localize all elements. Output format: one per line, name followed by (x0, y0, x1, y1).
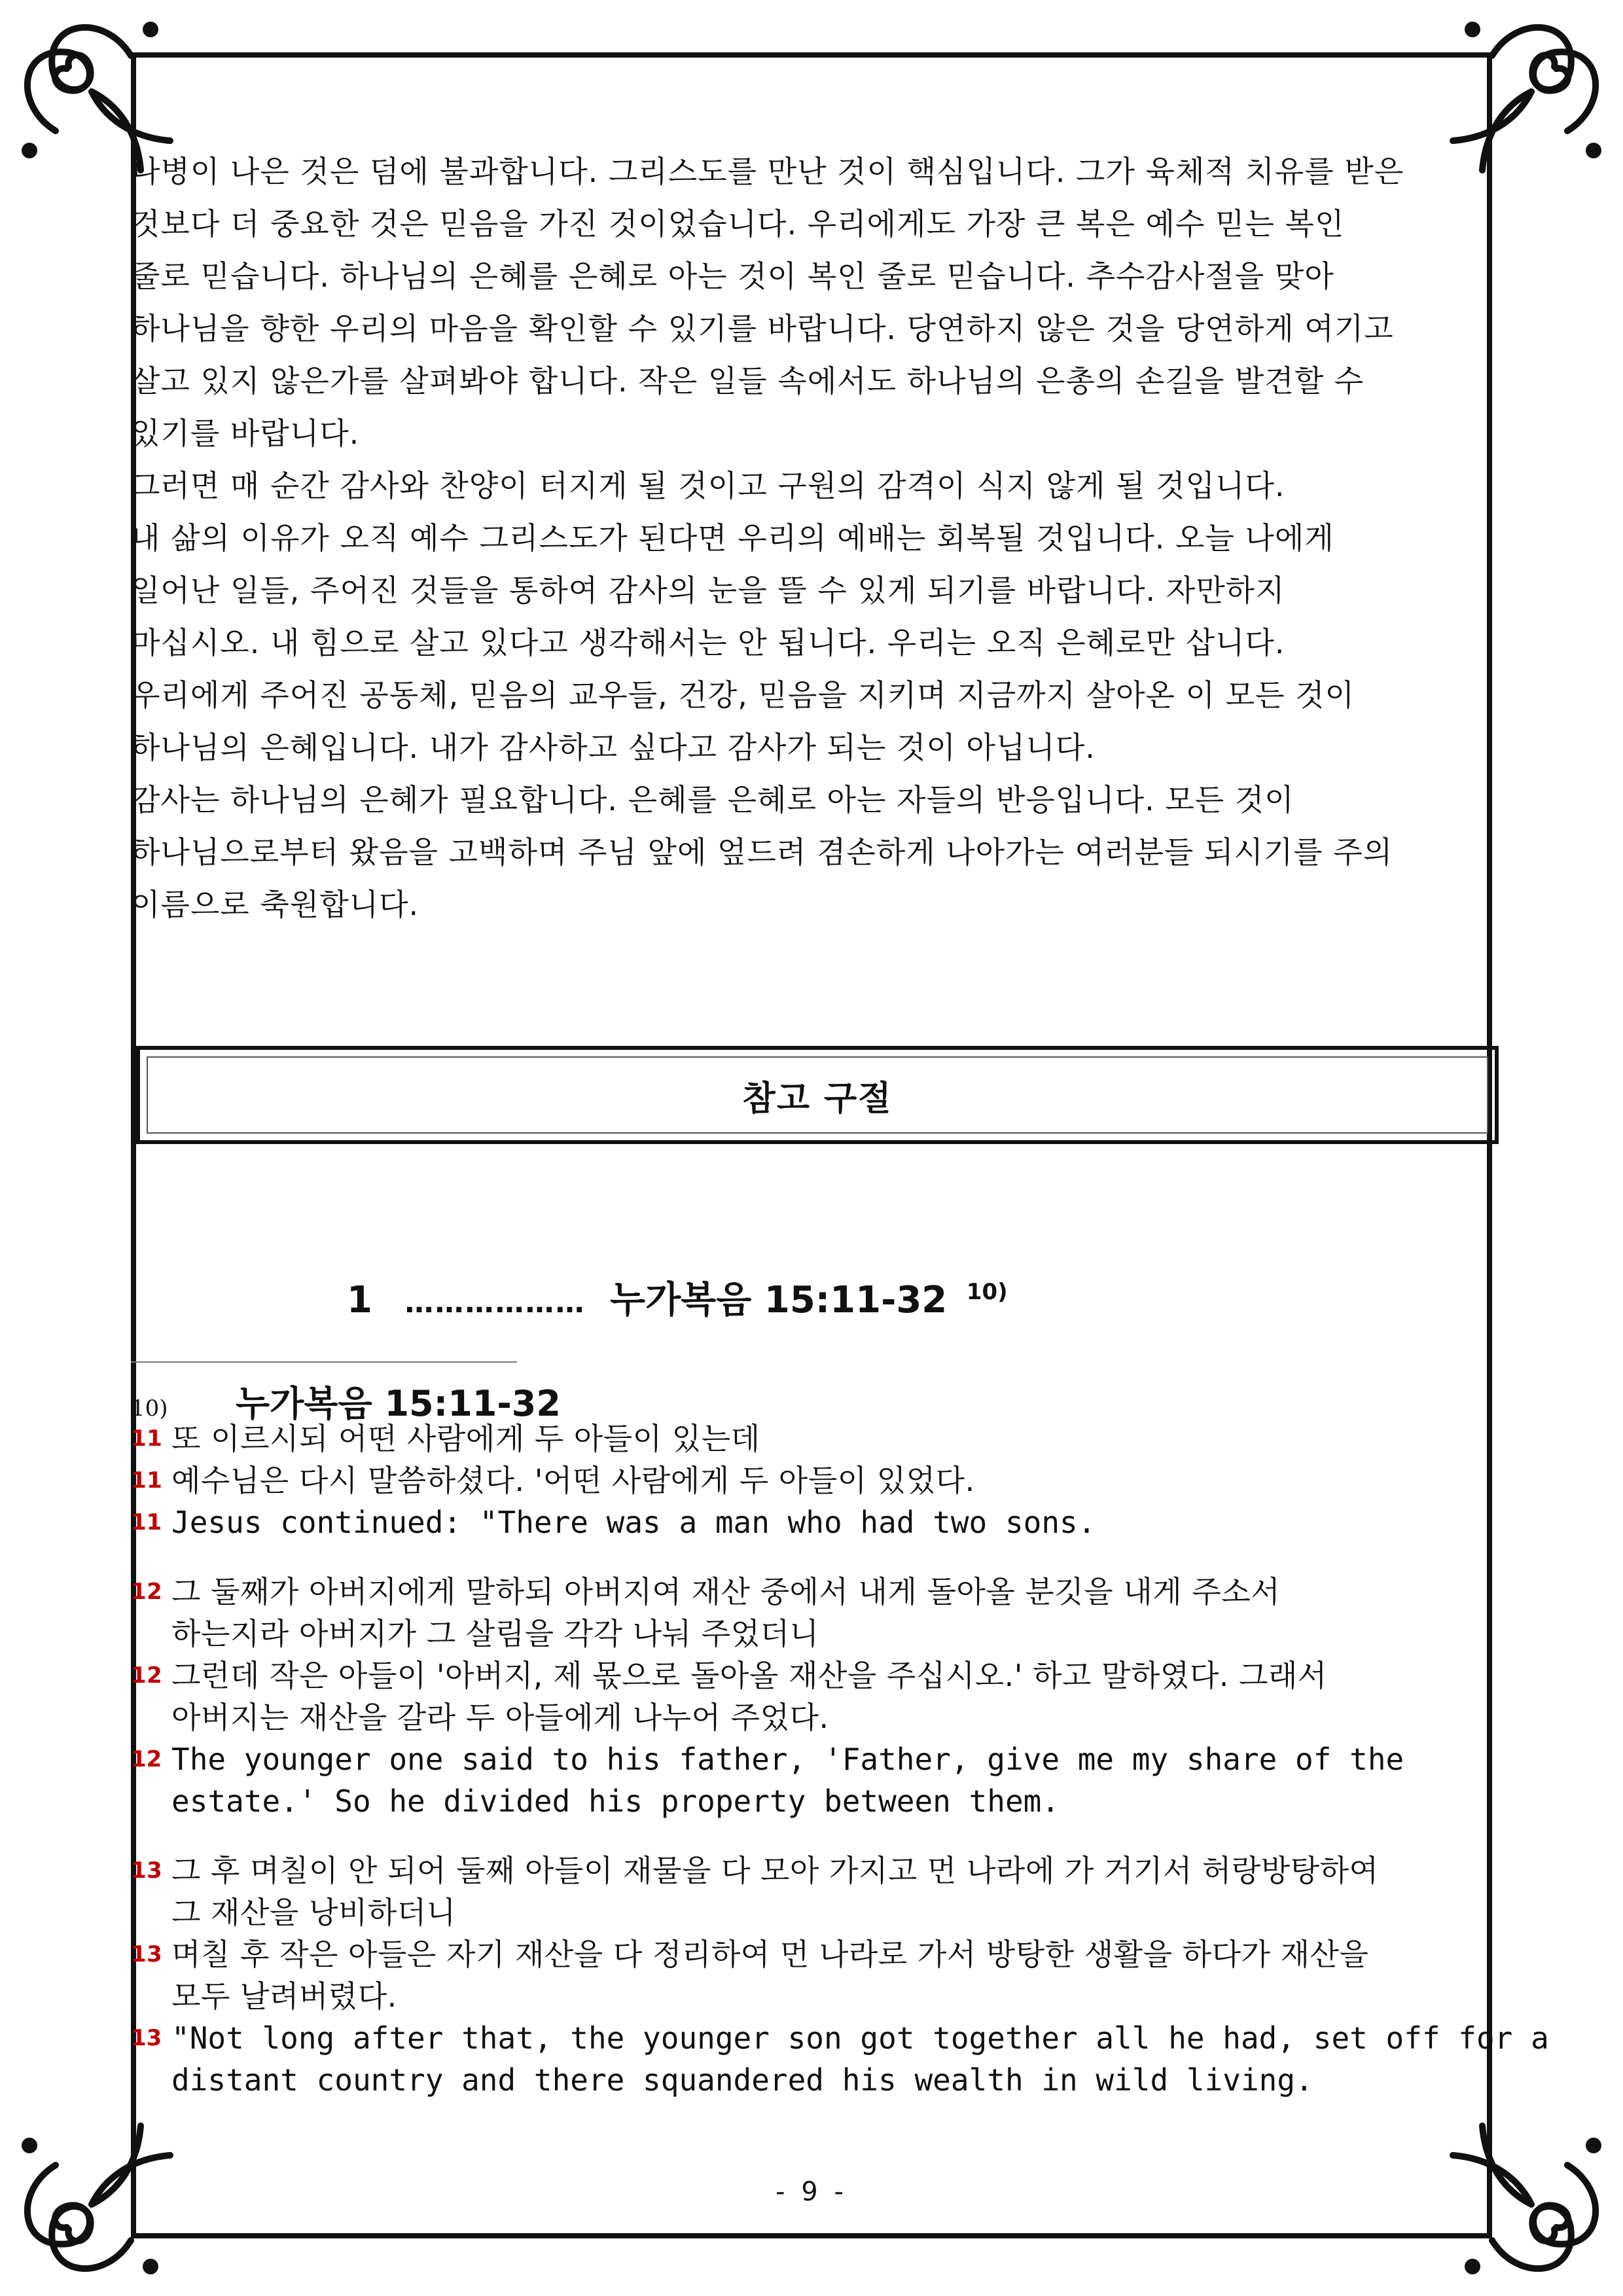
verse-text-continued: estate.' So he divided his property between them. (171, 1784, 1060, 1819)
verse-text-continued: 그 재산을 낭비하더니 (171, 1895, 456, 1930)
verse-number: 11 (131, 1426, 163, 1452)
verse-number: 13 (131, 1941, 163, 1967)
verse-list (131, 1418, 1549, 2101)
body-line: 하나님을 향한 우리의 마음을 확인할 수 있기를 바랍니다. 당연하지 않은 것을 당연하게 여기고 (131, 311, 1394, 346)
verse-number: 11 (131, 1467, 163, 1494)
verse-text-continued: 모두 날려버렸다. (171, 1979, 397, 2014)
verse-number: 12 (131, 1579, 163, 1605)
body-line: 살고 있지 않은가를 살펴봐야 합니다. 작은 일들 속에서도 하나님의 은총의 손길을 발견할 수 (131, 363, 1364, 399)
body-line: 우리에게 주어진 공동체, 믿음의 교우들, 건강, 믿음을 지키며 지금까지 살아온 이 모든 것이 (131, 677, 1355, 713)
verse-text: 그 둘째가 아버지에게 말하되 아버지여 재산 중에서 내게 돌아올 분깃을 내게 주소서 (171, 1574, 1281, 1609)
body-line: 마십시오. 내 힘으로 살고 있다고 생각해서는 안 됩니다. 우리는 오직 은혜로만 삽니다. (131, 625, 1285, 660)
toc-leader-dots: ……………… (404, 1286, 586, 1319)
verse-number: 12 (131, 1662, 163, 1689)
verse-number: 13 (131, 1857, 163, 1884)
toc-number: 1 (347, 1279, 372, 1321)
verse-item (131, 1933, 1492, 2017)
body-line: 줄로 믿습니다. 하나님의 은혜를 은혜로 아는 것이 복인 줄로 믿습니다. 추수감사절을 맞아 (131, 259, 1334, 294)
verse-text: Jesus continued: "There was a man who had two sons. (171, 1505, 1096, 1540)
verse-text: 예수님은 다시 말씀하셨다. '어떤 사람에게 두 아들이 있었다. (171, 1463, 975, 1498)
footnote-title: 누가복음 15:11-32 (236, 1383, 561, 1424)
body-line: 감사는 하나님의 은혜가 필요합니다. 은혜를 은혜로 아는 자들의 반응입니다. 모든 것이 (131, 782, 1294, 817)
verse-text-continued: 아버지는 재산을 갈라 두 아들에게 나누어 주었다. (171, 1700, 829, 1735)
toc-title: 누가복음 15:11-32 (609, 1279, 948, 1321)
body-line: 것보다 더 중요한 것은 믿음을 가진 것이었습니다. 우리에게도 가장 큰 복은 예수 믿는 복인 (131, 206, 1345, 242)
body-line: 있기를 바랍니다. (131, 416, 360, 451)
reference-section-title: 참고 구절 (742, 1079, 893, 1119)
body-line: 이름으로 축원합니다. (131, 887, 419, 922)
toc-entry[interactable] (347, 1271, 1008, 1323)
body-line: 하나님으로부터 왔음을 고백하며 주님 앞에 엎드려 겸손하게 나아가는 여러분들 되시기를 주의 (131, 834, 1393, 870)
verse-number: 13 (131, 2025, 162, 2051)
verse-text: The younger one said to his father, 'Father, give me my share of the (171, 1742, 1404, 1777)
verse-item (131, 1655, 1492, 1738)
verse-text: 며칠 후 작은 아들은 자기 재산을 다 정리하여 먼 나라로 가서 방탕한 생활을 하다가 재산을 (171, 1937, 1369, 1972)
sermon-body (131, 145, 1492, 931)
body-line: 하나님의 은혜입니다. 내가 감사하고 싶다고 감사가 되는 것이 아닙니다. (131, 730, 1096, 765)
reference-section-box (136, 1046, 1499, 1144)
body-line: 그러면 매 순간 감사와 찬양이 터지게 될 것이고 구원의 감격이 식지 않게 될 것입니다. (131, 468, 1285, 503)
verse-item (131, 1571, 1492, 1655)
verse-number: 12 (131, 1746, 162, 1772)
verse-item (131, 1738, 1492, 1822)
body-line: 일어난 일들, 주어진 것들을 통하여 감사의 눈을 뜰 수 있게 되기를 바랍니다. 자만하지 (131, 573, 1285, 608)
footnote-separator (131, 1361, 517, 1363)
verse-text-continued: distant country and there squandered his wealth in wild living. (171, 2062, 1313, 2098)
page-number: - 9 - (776, 2177, 847, 2207)
verse-item (131, 1501, 1492, 1543)
verse-text: "Not long after that, the younger son got together all he had, set off for a (171, 2020, 1549, 2056)
verse-number: 11 (131, 1509, 162, 1535)
footnote-marker: 10) (131, 1395, 168, 1422)
body-line: 나병이 나은 것은 덤에 불과합니다. 그리스도를 만난 것이 핵심입니다. 그가 육체적 치유를 받은 (131, 154, 1404, 189)
verse-item (131, 2017, 1549, 2101)
body-line: 내 삶의 이유가 오직 예수 그리스도가 된다면 우리의 예배는 회복될 것입니다. 오늘 나에게 (131, 520, 1334, 556)
verse-text: 그런데 작은 아들이 '아버지, 제 몫으로 돌아올 재산을 주십시오.' 하고 말하였다. 그래서 (171, 1658, 1327, 1693)
toc-footnote-ref[interactable]: 10) (966, 1279, 1008, 1306)
verse-item (131, 1460, 1492, 1501)
verse-text-continued: 하는지라 아버지가 그 살림을 각각 나눠 주었더니 (171, 1616, 819, 1651)
verse-item (131, 1850, 1492, 1933)
verse-text: 또 이르시되 어떤 사람에게 두 아들이 있는데 (171, 1421, 760, 1456)
verse-item (131, 1418, 1492, 1460)
verse-text: 그 후 며칠이 안 되어 둘째 아들이 재물을 다 모아 가지고 먼 나라에 가 거기서 허랑방탕하여 (171, 1853, 1379, 1888)
